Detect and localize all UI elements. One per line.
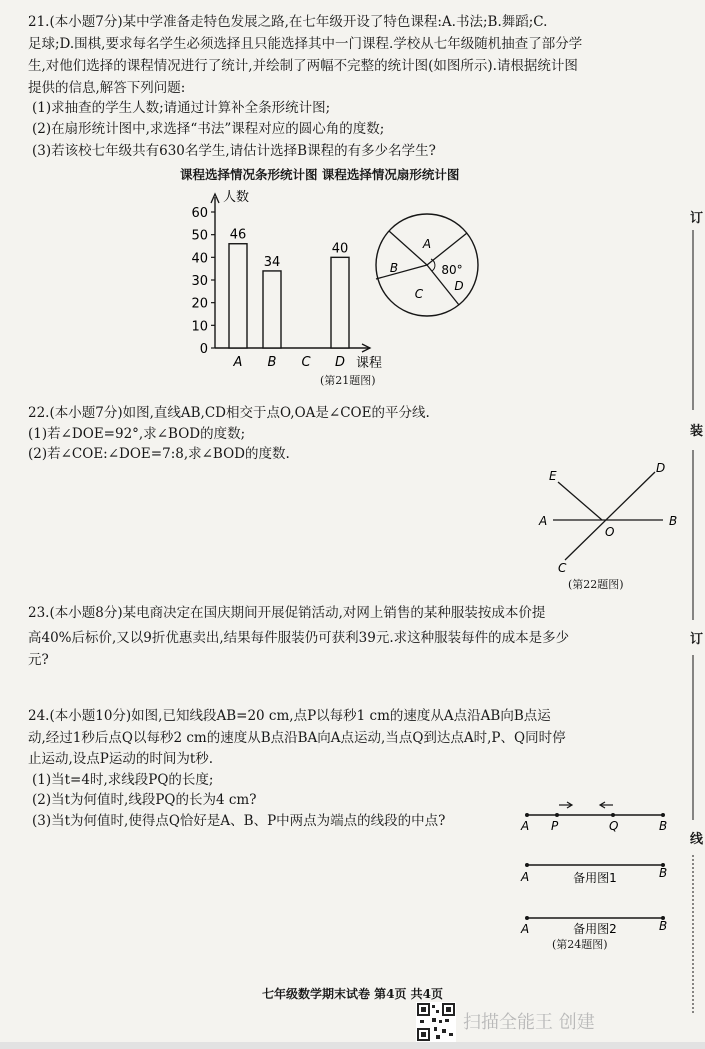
- q21-sub-3: (3)若该校七年级共有630名学生,请估计选择B课程的有多少名学生?: [32, 143, 436, 159]
- q22-line-1: 22.(本小题7分)如图,直线AB,CD相交于点O,OA是∠COE的平分线.: [28, 405, 430, 421]
- spare2-point-a: A: [521, 922, 530, 936]
- pie-label-d: D: [454, 279, 464, 293]
- qr-code-icon: [416, 1002, 456, 1042]
- pie-chart: [372, 210, 482, 320]
- bar-A: [229, 244, 247, 348]
- y-tick-label: 20: [191, 296, 208, 312]
- q24-point-p: P: [551, 819, 559, 833]
- q22-point-e: E: [549, 469, 557, 483]
- q24-point-b: B: [659, 819, 668, 833]
- q24-point-q: Q: [609, 819, 619, 833]
- q21-sub-1: (1)求抽查的学生人数;请通过计算补全条形统计图;: [32, 100, 331, 116]
- bar-D: [331, 257, 349, 348]
- bar-label-A: 46: [229, 227, 247, 243]
- spare1-point-a: A: [521, 870, 530, 884]
- y-tick-label: 10: [191, 319, 208, 335]
- q24-line-3: 止运动,设点P运动的时间为t秒.: [28, 751, 214, 767]
- bar-label-B: 34: [263, 254, 281, 270]
- pie-label-c: C: [414, 287, 424, 301]
- chart-titles: 课程选择情况条形统计图 课程选择情况扇形统计图: [180, 167, 460, 182]
- spare2-point-b: B: [659, 919, 668, 933]
- q22-point-c: C: [558, 561, 567, 575]
- y-tick-label: 0: [199, 342, 208, 357]
- bottom-bar: [0, 1042, 705, 1049]
- q24-figure: [515, 795, 675, 955]
- scanner-watermark: 扫描全能王 创建: [463, 1012, 595, 1033]
- q22-point-b: B: [669, 514, 678, 528]
- pie-angle-annotation: 80°: [441, 263, 463, 277]
- q21-line-1: 21.(本小题7分)某中学准备走特色发展之路,在七年级开设了特色课程:A.书法;B.舞蹈;C.: [28, 14, 548, 30]
- x-tick-label-C: C: [301, 355, 311, 370]
- y-tick-label: 30: [191, 274, 208, 289]
- q24-sub-2: (2)当t为何值时,线段PQ的长为4 cm?: [32, 792, 257, 808]
- y-tick-label: 40: [191, 251, 208, 267]
- q22-caption: (第22题图): [568, 578, 624, 591]
- q21-line-4: 提供的信息,解答下列问题:: [28, 80, 186, 96]
- y-tick-label: 50: [191, 228, 208, 244]
- page-footer: 七年级数学期末试卷 第4页 共4页: [261, 987, 444, 1001]
- q21-line-3: 生,对他们选择的课程情况进行了统计,并绘制了两幅不完整的统计图(如图所示).请根据统计图: [28, 58, 578, 74]
- margin-char-4: 线: [689, 832, 703, 847]
- q23-line-1: 23.(本小题8分)某电商决定在国庆期间开展促销活动,对网上销售的某种服装按成本价提: [28, 605, 546, 621]
- pie-label-b: B: [389, 261, 399, 275]
- y-axis-label: 人数: [223, 190, 250, 205]
- q22-point-a: A: [539, 514, 548, 528]
- spare1-point-b: B: [659, 866, 668, 880]
- q22-line-2: (1)若∠DOE=92°,求∠BOD的度数;: [28, 426, 246, 442]
- q22-line-3: (2)若∠COE:∠DOE=7:8,求∠BOD的度数.: [28, 446, 290, 462]
- spare1-label: 备用图1: [573, 871, 617, 885]
- q24-point-a: A: [521, 819, 530, 833]
- spare2-label: 备用图2: [573, 922, 617, 936]
- x-tick-label-B: B: [267, 355, 277, 370]
- q24-sub-1: (1)当t=4时,求线段PQ的长度;: [32, 772, 214, 788]
- q21-caption: (第21题图): [320, 374, 376, 387]
- x-tick-label-D: D: [334, 355, 346, 370]
- x-axis-label: 课程: [356, 356, 383, 370]
- y-tick-label: 60: [191, 206, 208, 221]
- q22-point-d: D: [656, 461, 666, 475]
- bar-B: [263, 271, 281, 348]
- binding-margin-line: [683, 200, 703, 1020]
- q24-line-1: 24.(本小题10分)如图,已知线段AB=20 cm,点P以每秒1 cm的速度从A点沿AB向B点运: [28, 708, 551, 724]
- q22-figure: [535, 460, 690, 580]
- x-tick-label-A: A: [233, 355, 243, 370]
- q24-line-2: 动,经过1秒后点Q以每秒2 cm的速度从B点沿BA向A点运动,当点Q到达点A时,P、Q同时停: [28, 730, 566, 746]
- margin-char-2: 装: [689, 424, 703, 439]
- q24-sub-3: (3)当t为何值时,使得点Q恰好是A、B、P中两点为端点的线段的中点?: [32, 813, 446, 829]
- q22-point-o: O: [605, 525, 615, 539]
- q24-caption: (第24题图): [552, 938, 608, 951]
- bar-label-D: 40: [331, 241, 349, 257]
- q21-line-2: 足球;D.围棋,要求每名学生必须选择且只能选择其中一门课程.学校从七年级随机抽查了部分学: [28, 36, 583, 52]
- q23-line-3: 元?: [28, 652, 49, 668]
- pie-label-a: A: [422, 237, 432, 251]
- q21-sub-2: (2)在扇形统计图中,求选择“书法”课程对应的圆心角的度数;: [32, 121, 385, 137]
- margin-char-1: 订: [689, 211, 703, 226]
- q23-line-2: 高40%后标价,又以9折优惠卖出,结果每件服装仍可获利39元.求这种服装每件的成本是多少: [28, 630, 570, 646]
- margin-char-3: 订: [689, 632, 703, 647]
